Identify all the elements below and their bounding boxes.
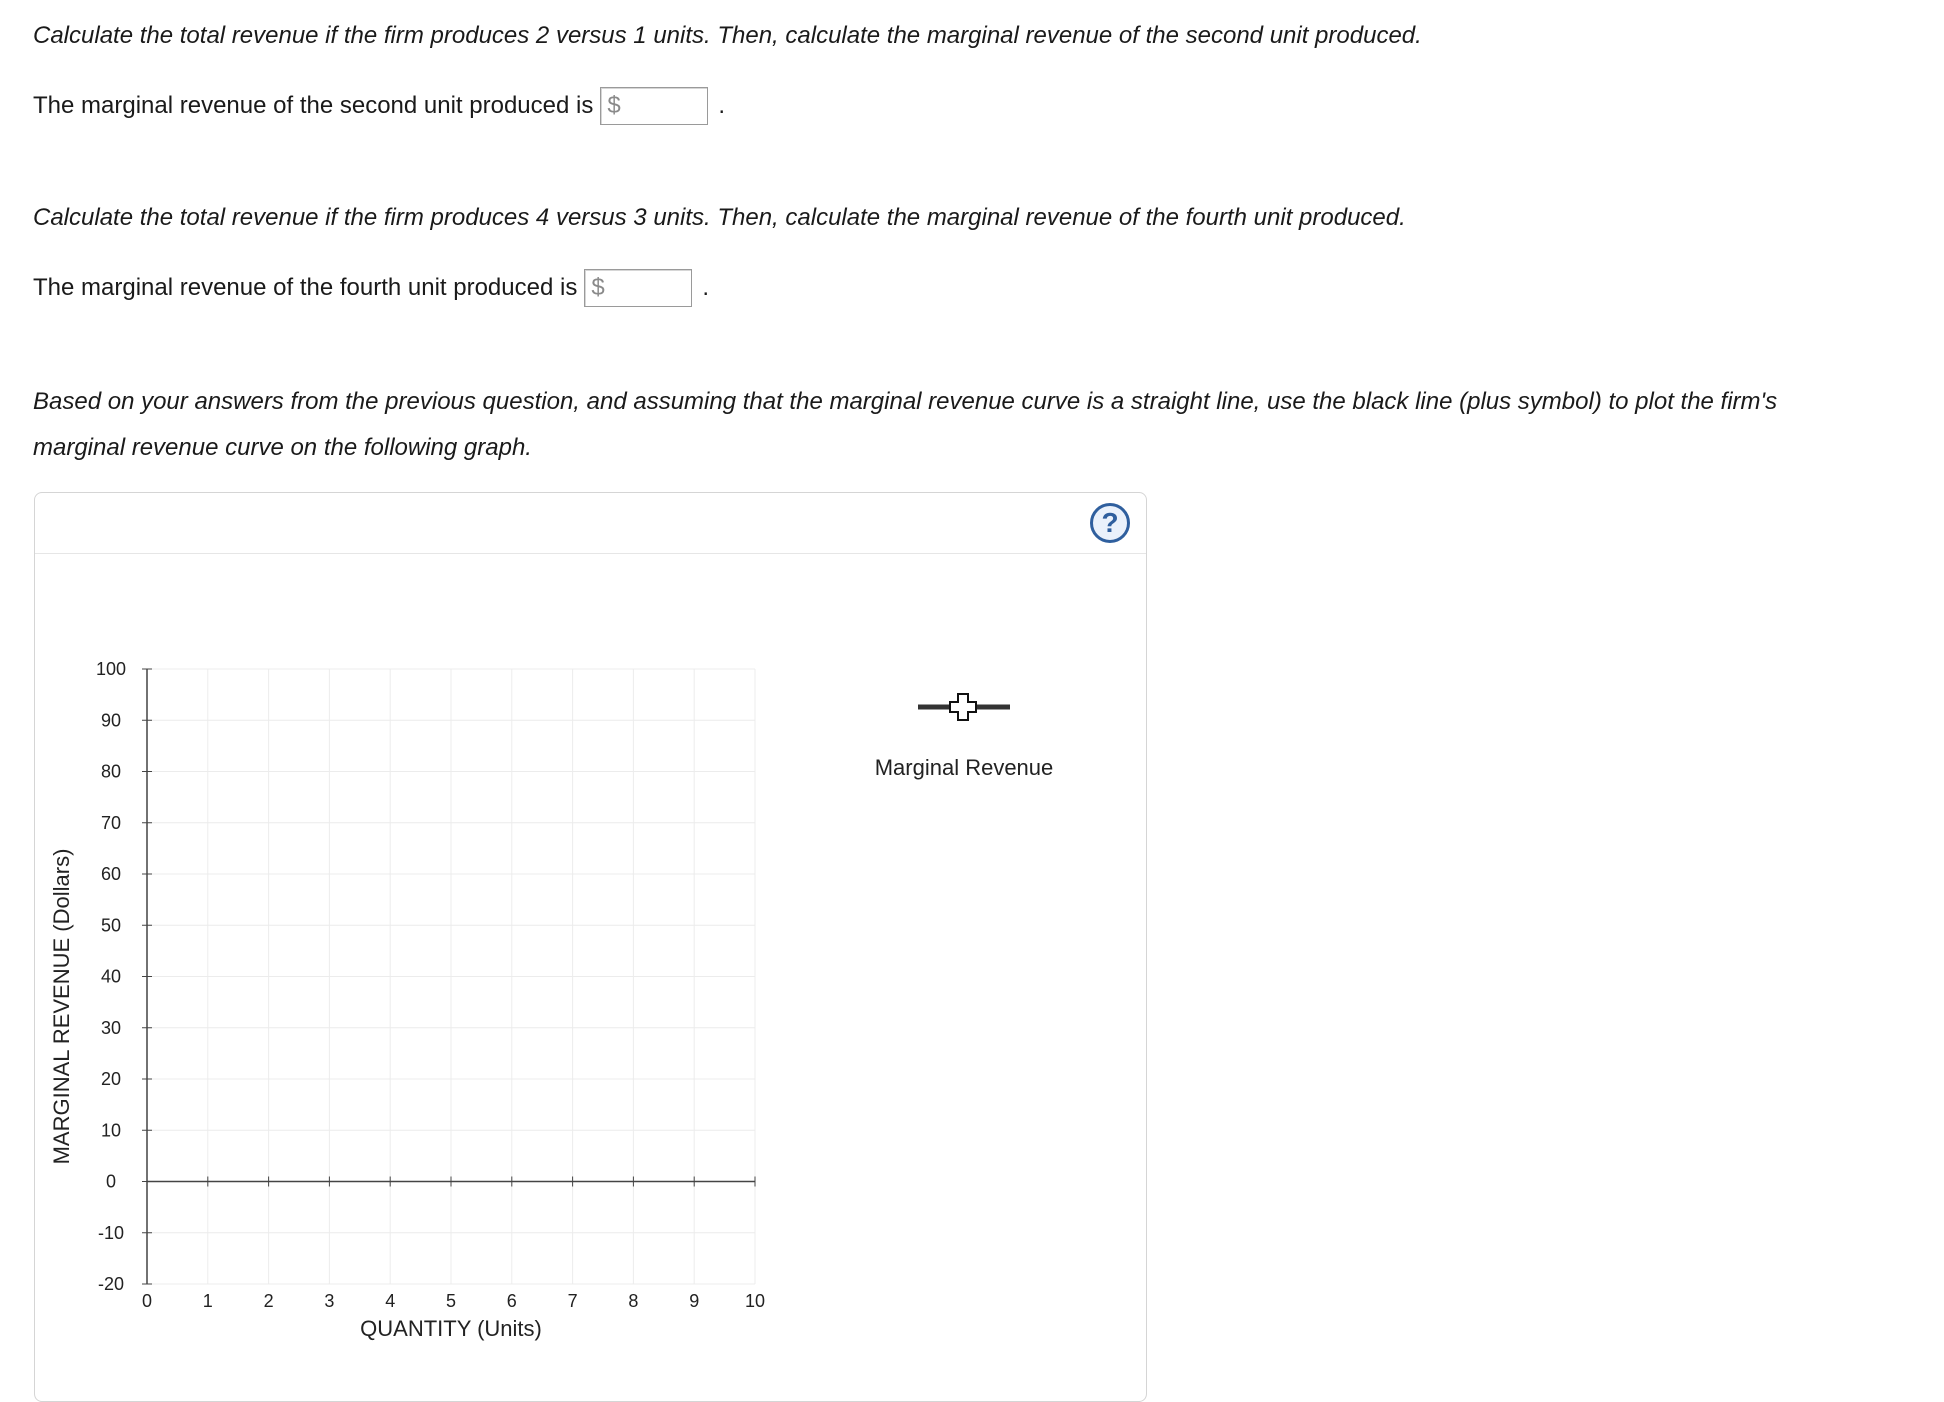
x-tick-label: 6 [506, 1291, 517, 1311]
y-tick-label: 30 [100, 1017, 122, 1038]
tick-labels [96, 659, 765, 1311]
answer-1-field[interactable] [600, 87, 708, 125]
answer-row-2 [33, 269, 709, 307]
x-tick-label: 2 [263, 1291, 274, 1311]
y-tick-label: 90 [100, 710, 122, 731]
question-1-prompt: Calculate the total revenue if the firm produces 2 versus 1 units. Then, calculate the marginal revenue of the second unit produced. [33, 22, 1422, 49]
x-tick-label: 3 [324, 1291, 335, 1311]
y-tick-label: -10 [97, 1222, 125, 1243]
answer-2-input[interactable] [605, 272, 687, 304]
plus-line-icon [950, 694, 976, 720]
y-tick-label: 70 [100, 812, 122, 833]
y-axis-title: MARGINAL REVENUE (Dollars) [49, 848, 74, 1165]
question-2-prompt: Calculate the total revenue if the firm produces 4 versus 3 units. Then, calculate the marginal revenue of the fourth unit produced. [33, 204, 1406, 231]
x-tick-label: 0 [141, 1291, 153, 1311]
dollar-sign: $ [591, 274, 605, 301]
y-tick-label: -20 [97, 1274, 125, 1294]
question-3-prompt: Based on your answers from the previous question, and assuming that the marginal revenue curve is a straight line, use the black line (plus symbol) to plot the firm's marginal revenue curve on the following graph. [33, 388, 1778, 461]
y-tick-label: 10 [100, 1120, 122, 1141]
help-button[interactable]: ? [1090, 503, 1130, 543]
x-tick-label: 4 [385, 1291, 396, 1311]
y-tick-label: 60 [100, 864, 122, 884]
x-tick-label: 7 [567, 1291, 578, 1311]
answer-2-field[interactable] [584, 269, 692, 307]
y-tick-label: 80 [100, 761, 122, 782]
y-tick-label: 20 [100, 1069, 122, 1089]
y-tick-label: 50 [100, 915, 122, 936]
x-axis-title: QUANTITY (Units) [360, 1316, 542, 1341]
x-tick-label: 1 [202, 1291, 213, 1311]
answer-2-label: The marginal revenue of the fourth unit produced is [33, 274, 578, 301]
x-tick-label: 10 [744, 1291, 766, 1311]
grid-lines [147, 669, 755, 1284]
graph-panel [34, 492, 1147, 1402]
legend-label: Marginal Revenue [874, 755, 1054, 780]
answer-2-period: . [702, 274, 709, 301]
answer-row-1 [33, 87, 725, 125]
y-tick-label: 0 [105, 1171, 117, 1192]
mr-graph[interactable] [35, 493, 1146, 1401]
answer-1-input[interactable] [621, 90, 703, 122]
x-tick-label: 9 [689, 1291, 700, 1311]
answer-1-label: The marginal revenue of the second unit produced is [33, 92, 594, 119]
y-tick-label: 40 [100, 966, 122, 987]
x-tick-label: 5 [445, 1291, 457, 1311]
answer-1-period: . [718, 92, 726, 119]
dollar-sign: $ [607, 92, 621, 119]
legend-plus-line-tool[interactable] [918, 694, 1010, 720]
x-tick-label: 8 [628, 1291, 639, 1311]
y-tick-label: 100 [95, 659, 127, 679]
